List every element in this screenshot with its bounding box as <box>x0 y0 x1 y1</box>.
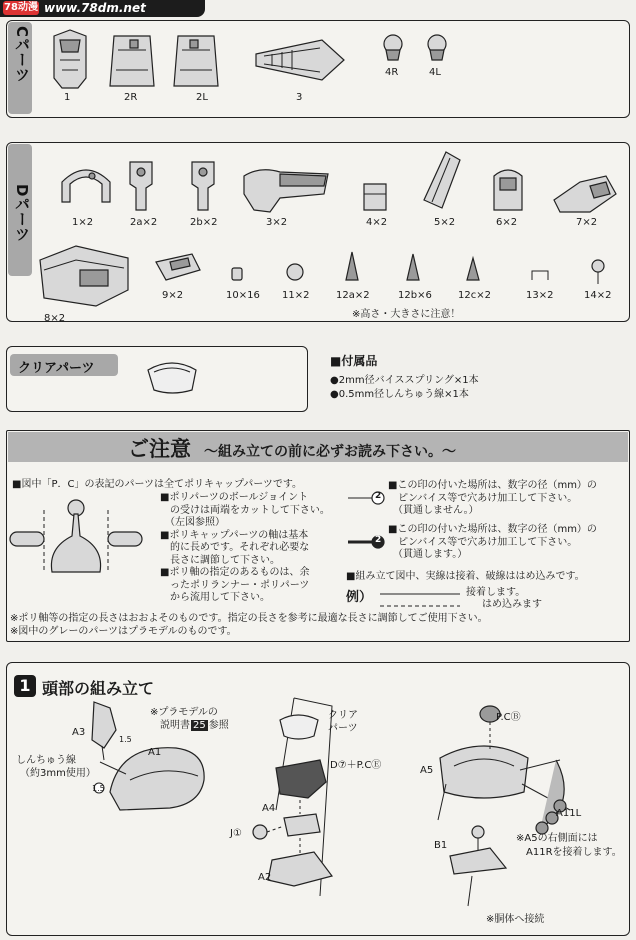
d-part-2a-label: 2a×2 <box>130 217 158 228</box>
label-d7-pce: D⑦＋P.CⒺ <box>330 760 382 771</box>
watermark-url: www.78dm.net <box>44 1 146 15</box>
d-part-11-label: 11×2 <box>282 290 310 301</box>
c-part-4r-drawing <box>378 32 408 62</box>
label-ref-number: 25 <box>193 720 206 731</box>
drill-note-1 <box>388 480 597 518</box>
poly-note-line-1: ■ポリパーツのボールジョイント <box>160 492 309 503</box>
d-parts-tab <box>8 144 32 276</box>
d-part-14-drawing <box>590 258 606 286</box>
accessory-spring: ●2mm径バイススプリング×1本 <box>330 375 479 386</box>
d-part-5-drawing <box>420 150 462 212</box>
d-part-3-label: 3×2 <box>266 217 288 228</box>
step1-number: 1 <box>19 676 31 695</box>
d-parts-title: Dパーツ <box>13 184 31 242</box>
d-part-3-drawing <box>240 164 332 216</box>
step1-title: 頭部の組み立て <box>42 679 155 698</box>
d-part-6-label: 6×2 <box>496 217 518 228</box>
label-clear-2: パーツ <box>328 723 358 734</box>
poly-note-line-6: 長さに調節して下さい。 <box>160 554 280 566</box>
drill-note-2-line-2: ピンバイス等で穴あけ加工して下さい。 <box>388 536 578 548</box>
label-a1: A1 <box>148 747 162 758</box>
drill-note-2 <box>388 524 597 562</box>
assembly-line-note: ■組み立て図中、実線は接着、破線ははめ込みです。 <box>346 571 585 582</box>
c-part-2l-drawing <box>172 30 220 92</box>
accessory-wire: ●0.5mm径しんちゅう線×1本 <box>330 389 469 400</box>
d-part-12c-drawing <box>465 256 481 286</box>
c-part-2r-label: 2R <box>124 92 138 103</box>
d-part-12c-label: 12c×2 <box>458 290 491 301</box>
label-b1: B1 <box>434 840 448 851</box>
label-a3: A3 <box>72 727 86 738</box>
d-part-12b-drawing <box>405 252 421 286</box>
caution-subtitle: ～組み立ての前に必ずお読み下さい。～ <box>204 444 456 460</box>
d-part-14-label: 14×2 <box>584 290 612 301</box>
poly-notes <box>160 492 330 605</box>
watermark-banner <box>0 0 205 17</box>
a5-note-1: ※A5の右側面には <box>516 833 598 844</box>
label-ref-1: ※プラモデルの <box>150 707 218 718</box>
solid-line-sample <box>378 590 462 610</box>
d-part-7-label: 7×2 <box>576 217 598 228</box>
step1-number-badge <box>14 675 36 697</box>
poly-note-line-7: ■ポリ軸の指定のあるものは、余 <box>160 567 310 578</box>
c-part-2r-drawing <box>108 30 156 92</box>
d-part-10-label: 10×16 <box>226 290 260 301</box>
poly-note-line-4: ■ポリキャップパーツの軸は基本 <box>160 529 309 541</box>
poly-note-line-3: （左図参照） <box>160 517 225 528</box>
d-part-7-drawing <box>550 172 620 216</box>
clear-parts-title: クリアパーツ <box>18 361 95 376</box>
dashed-line-label: はめ込みます <box>482 599 542 610</box>
d-part-11-drawing <box>285 262 305 282</box>
label-ref-2: 説明書 <box>160 720 190 731</box>
label-ref-line <box>160 716 229 731</box>
poly-note-line-5: 的に長めです。それぞれ必要な <box>160 542 310 553</box>
label-a11l: A11L <box>556 808 582 819</box>
label-a2: A2 <box>258 872 272 883</box>
hole-size-2: 1.5 <box>92 784 105 793</box>
hole-size-1: 1.5 <box>119 735 132 744</box>
poly-note-line-2: の受けは両端をカットして下さい。 <box>160 504 330 516</box>
c-parts-tab <box>8 22 32 114</box>
pc-note: ■図中「P．C」の表記のパーツは全てポリキャップパーツです。 <box>12 479 303 490</box>
d-part-1-label: 1×2 <box>72 217 94 228</box>
drill-note-1-line-2: ピンバイス等で穴あけ加工して下さい。 <box>388 492 578 504</box>
d-part-2a-drawing <box>124 158 158 214</box>
watermark-tag: 78动漫 <box>4 2 38 13</box>
d-part-8-drawing <box>36 240 134 310</box>
poly-note-line-9: から流用して下さい。 <box>160 592 270 603</box>
drill-note-1-line-1: ■この印の付いた場所は、数字の径（mm）の <box>388 480 597 491</box>
drill-note-2-line-1: ■この印の付いた場所は、数字の径（mm）の <box>388 524 597 535</box>
c-part-2l-label: 2L <box>196 92 208 103</box>
drill-mark-number-2: 2 <box>375 535 382 545</box>
d-part-4-label: 4×2 <box>366 217 388 228</box>
d-part-10-drawing <box>230 266 244 282</box>
body-connection-note: ※胴体へ接続 <box>486 914 545 925</box>
c-part-3-drawing <box>252 36 348 84</box>
d-part-12a-drawing <box>344 250 360 286</box>
d-part-5-label: 5×2 <box>434 217 456 228</box>
ball-joint-drawing <box>8 496 144 578</box>
c-part-1-drawing <box>50 28 90 90</box>
c-part-1-label: 1 <box>64 92 71 103</box>
drill-note-1-line-3: （貫通しません。） <box>388 505 479 516</box>
d-part-2b-label: 2b×2 <box>190 217 218 228</box>
footnote-poly-length: ※ポリ軸等の指定の長さはおおよそのものです。指定の長さを参考に最適な長さに調節してご使用下さい。 <box>10 613 488 624</box>
d-part-13-label: 13×2 <box>526 290 554 301</box>
footnote-gray-parts: ※図中のグレーのパーツはプラモデルのものです。 <box>10 626 237 637</box>
size-note: ※高さ・大きさに注意！ <box>352 309 461 320</box>
a5-note-2: A11Rを接着します。 <box>526 847 622 858</box>
label-a5: A5 <box>420 765 434 776</box>
label-ref-3: 参照 <box>208 720 229 731</box>
caution-title: ご注意 <box>128 437 191 461</box>
c-part-4r-label: 4R <box>385 67 399 78</box>
d-part-13-drawing <box>530 268 550 282</box>
drill-mark-number-1: 2 <box>375 491 382 501</box>
d-part-6-drawing <box>488 164 528 216</box>
c-part-4l-label: 4L <box>429 67 441 78</box>
d-part-12a-label: 12a×2 <box>336 290 370 301</box>
poly-note-line-8: ったポリランナー・ポリパーツ <box>160 579 310 591</box>
d-part-9-label: 9×2 <box>162 290 184 301</box>
d-part-9-drawing <box>152 250 204 284</box>
label-clear-1: クリア <box>328 710 358 721</box>
d-part-8-label: 8×2 <box>44 313 66 324</box>
clear-parts-tab <box>10 354 118 376</box>
label-pcb: P.CⒷ <box>496 712 521 723</box>
c-parts-title: Cパーツ <box>13 26 31 83</box>
label-j1: J① <box>230 828 242 839</box>
c-part-4l-drawing <box>422 32 452 62</box>
d-part-12b-label: 12b×6 <box>398 290 432 301</box>
accessories-title: ■付属品 <box>330 354 378 368</box>
example-label: 例） <box>346 590 373 605</box>
label-wire: しんちゅう線 <box>16 755 76 766</box>
label-a4: A4 <box>262 803 276 814</box>
drill-note-2-line-3: （貫通します。） <box>388 549 468 560</box>
d-part-4-drawing <box>358 180 392 214</box>
clear-part-drawing <box>144 356 200 396</box>
d-part-1-drawing <box>58 162 114 208</box>
solid-line-label: 接着します。 <box>466 587 526 598</box>
c-part-3-label: 3 <box>296 92 303 103</box>
label-wire-note: （約3mm使用） <box>20 768 96 779</box>
d-part-2b-drawing <box>186 158 220 214</box>
